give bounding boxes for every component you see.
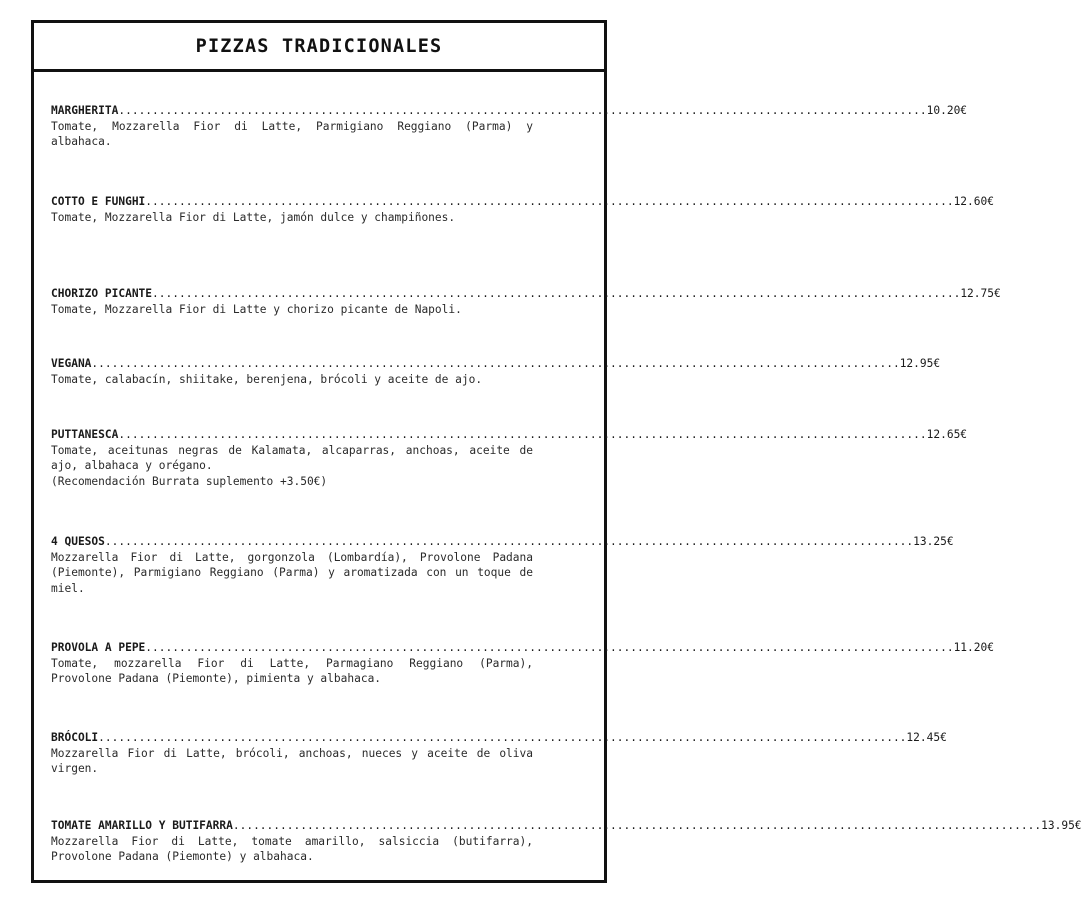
item-header-line [51,103,968,119]
item-description: Mozzarella Fior di Latte, gorgonzola (Lombardía), Provolone Padana (Piemonte), Parmigiano Reggiano (Parma) y aromatizada con un toque de miel. [51,550,533,595]
item-price: 13.25€ [913,535,954,548]
menu-item-cotto-e-funghi [51,194,994,225]
item-price: 12.60€ [953,195,994,208]
menu-item-4-quesos [51,534,954,596]
item-description: Tomate, aceitunas negras de Kalamata, alcaparras, anchoas, aceite de ajo, albahaca y orégano. [51,443,533,472]
item-description: Tomate, Mozzarella Fior di Latte, Parmigiano Reggiano (Parma) y albahaca. [51,119,533,148]
menu-item-margherita [51,103,968,150]
item-price: 10.20€ [926,104,968,117]
item-name: CHORIZO PICANTE [51,287,153,300]
item-price: 12.95€ [899,357,941,370]
dot-leader: ........................................................................................................................ [104,535,914,548]
dot-leader: ........................................................................................................................ [232,819,1042,832]
item-name: VEGANA [51,357,92,370]
item-description: Tomate, Mozzarella Fior di Latte, jamón dulce y champiñones. [51,210,456,224]
item-name: TOMATE AMARILLO Y BUTIFARRA [51,819,233,832]
item-description: Tomate, calabacín, shiitake, berenjena, brócoli y aceite de ajo. [51,372,483,386]
item-description: Tomate, Mozzarella Fior di Latte y chorizo picante de Napoli. [51,302,462,316]
item-description: Tomate, mozzarella Fior di Latte, Parmagiano Reggiano (Parma), Provolone Padana (Piemonte), pimienta y albahaca. [51,656,533,685]
menu-item-chorizo-picante [51,286,1001,317]
dot-leader: ........................................................................................................................ [145,195,954,208]
item-header-line [51,534,954,550]
item-price: 11.20€ [953,641,994,654]
menu-item-brocoli [51,730,947,777]
item-price: 12.75€ [960,287,1001,300]
item-header-line [51,818,1082,834]
menu-card [31,20,1082,883]
menu-item-tomate-amarillo-y-butifarra [51,818,1082,865]
dot-leader: ........................................................................................................................ [91,357,900,370]
item-name: PROVOLA A PEPE [51,641,146,654]
item-description: Mozzarella Fior di Latte, tomate amarillo, salsiccia (butifarra), Provolone Padana (Piemonte) y albahaca. [51,834,533,863]
item-note: (Recomendación Burrata suplemento +3.50€) [51,474,328,488]
item-header-line [51,640,994,656]
item-name: PUTTANESCA [51,428,119,441]
item-name: COTTO E FUNGHI [51,195,146,208]
menu-item-puttanesca [51,427,968,489]
item-header-line [51,730,947,746]
item-header-line [51,194,994,210]
item-price: 12.45€ [906,731,947,744]
item-name: 4 QUESOS [51,535,105,548]
item-description: Mozzarella Fior di Latte, brócoli, anchoas, nueces y aceite de oliva virgen. [51,746,533,775]
item-header-line [51,427,968,443]
menu-title: PIZZAS TRADICIONALES [195,35,443,57]
dot-leader: ........................................................................................................................ [152,287,961,300]
item-name: MARGHERITA [51,104,119,117]
dot-leader: ........................................................................................................................ [118,428,927,441]
menu-item-provola-a-pepe [51,640,994,687]
menu-item-vegana [51,356,941,387]
dot-leader: ........................................................................................................................ [145,641,954,654]
dot-leader: ........................................................................................................................ [98,731,907,744]
item-price: 13.95€ [1041,819,1082,832]
item-name: BRÓCOLI [51,731,99,744]
item-header-line [51,356,941,372]
dot-leader: ........................................................................................................................ [118,104,927,117]
item-header-line [51,286,1001,302]
menu-header [34,23,604,72]
item-price: 12.65€ [926,428,968,441]
